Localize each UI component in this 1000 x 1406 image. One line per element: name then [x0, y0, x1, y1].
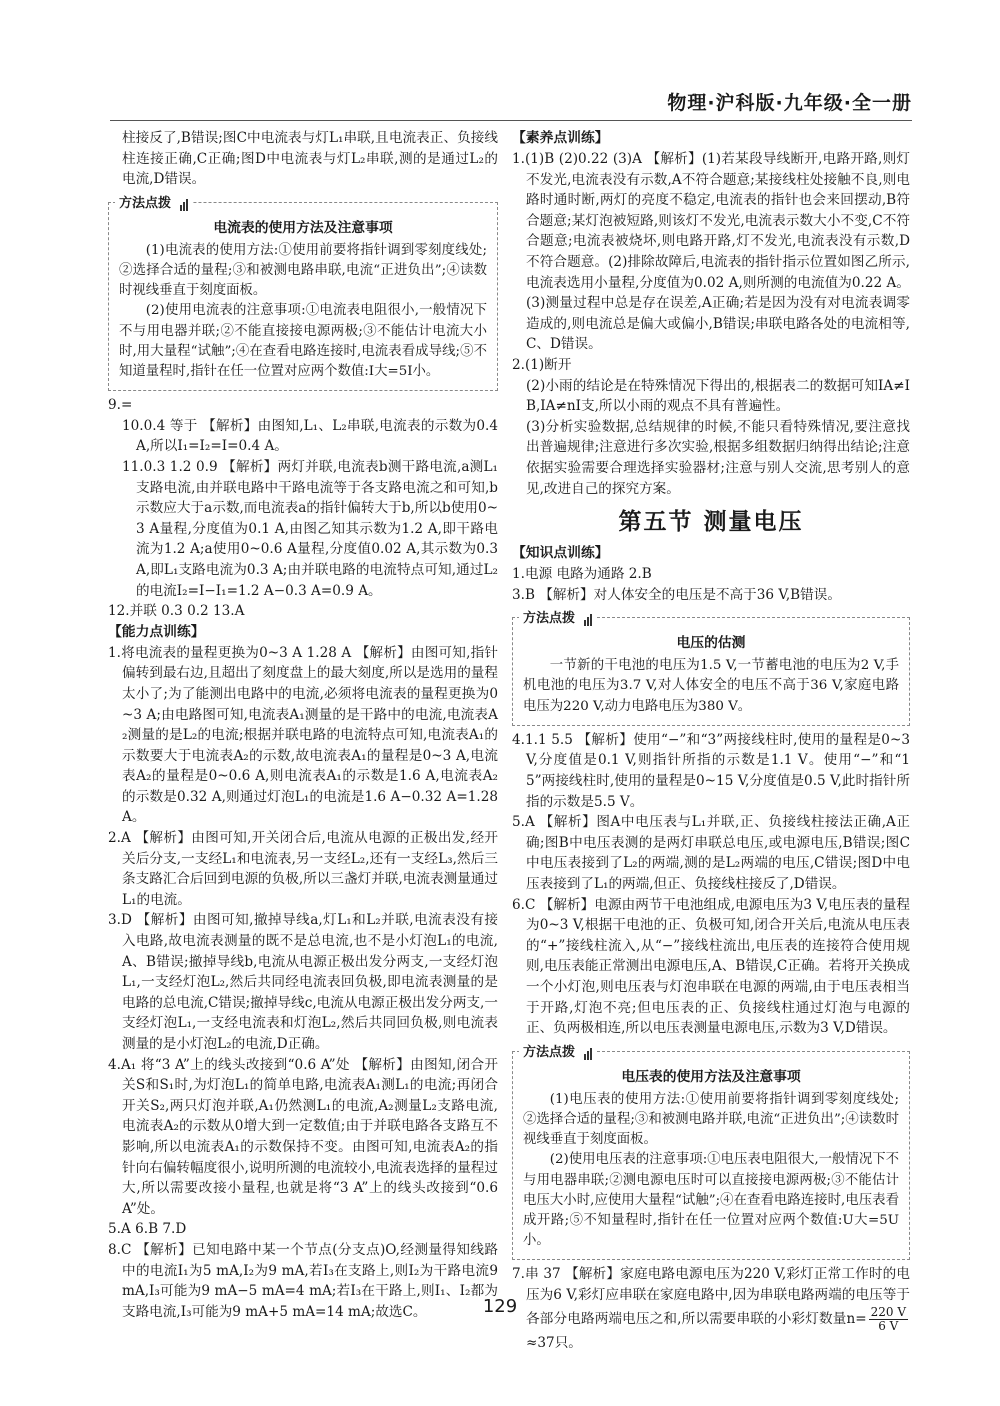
- answer-item: 4.1.1 5.5 【解析】使用“−”和“3”两接线柱时,使用的量程是0~3 V,分度值是0.1 V,则指针所指的示数是1.1 V。使用“−”和“15”两接线柱时,使用的量程是0~15 V,分度值是0.5 V,此时指针所指的示数是5.5 V。: [512, 731, 910, 810]
- answer-item: 1.将电流表的量程更换为0~3 A 1.28 A 【解析】由图可知,指针偏转到最右边,且超出了刻度盘上的最大刻度,所以是选用的量程太小了;为了能测出电路中的电流,必须将电流表的量程更换为0~3 A;由电路图可知,电流表A₁测量的是干路中的电流,电流表A₂测量的是L₂的电流;根据并联电路的电流特点可知,电流表A₁的示数要大于电流表A₂的示数,故电流表A₁的量程是0~3 A,电流表A₂的量程是0~0.6 A,则电流表A₁的示数是1.6 A,电流表A₂的示数是0.32 A,则通过灯泡L₁的电流是1.6 A−0.32 A=1.28 A。: [108, 644, 498, 826]
- answer-item: 3.D 【解析】由图可知,撤掉导线a,灯L₁和L₂并联,电流表没有接入电路,故电流表测量的既不是总电流,也不是小灯泡L₁的电流,A、B错误;撤掉导线b,电流从电源正极出发分两支,一支经灯泡L₁,一支经灯泡L₂,然后共同经电流表回负极,即电流表测量的是电路的总电流,C错误;撤掉导线c,电流从电源正极出发分两支,一支经灯泡L₁,一支经电流表和灯泡L₂,然后共同回负极,则电流表测量的是小灯泡L₂的电流,D正确。: [108, 912, 498, 1053]
- answer-item: 2.(1)断开: [512, 356, 572, 373]
- fraction-denominator: 6 V: [878, 1318, 899, 1333]
- tip-title: 电流表的使用方法及注意事项: [213, 219, 393, 236]
- section-ability: 【能力点训练】: [108, 623, 205, 640]
- method-tip-ammeter: [108, 195, 498, 391]
- answer-item: 12.并联 0.3 0.2 13.A: [108, 603, 245, 620]
- page-header-title: 物理·沪科版·九年级·全一册: [667, 92, 912, 114]
- tip-tag-label: 方法点拨: [119, 195, 172, 211]
- page-number: 129: [482, 1296, 518, 1317]
- answer-item: 1.电源 电路为通路 2.B: [512, 566, 652, 583]
- method-tip-voltmeter: [512, 1044, 910, 1261]
- right-column: [512, 128, 910, 1353]
- answer-item: 5.A 6.B 7.D: [108, 1221, 187, 1238]
- tip-title: 电压的估测: [676, 635, 746, 652]
- answer-item: 11.0.3 1.2 0.9 【解析】两灯并联,电流表b测干路电流,a测L₁支路电流,由并联电路中干路电流等于各支路电流之和可知,b示数应大于a示数,而电流表a的指针偏转大于b,所以b使用0~3 A量程,分度值为0.1 A,由图乙知其示数为1.2 A,即干路电流为1.2 A;a使用0~0.6 A量程,分度值0.02 A,其示数为0.3 A,即L₁支路电流为0.3 A;由并联电路的电流特点可知,通过L₂的电流I₂=I−I₁=1.2 A−0.3 A=0.9 A。: [122, 458, 498, 599]
- answer-text: 7.串 37 【解析】家庭电路电源电压为220 V,彩灯正常工作时的电压为6 V,彩灯应串联在家庭电路中,因为串联电路两端的电压等于各部分电路两端电压之和,所以需要串联的小彩灯数量n=: [512, 1266, 910, 1327]
- method-tip-voltage-estimate: [512, 611, 910, 726]
- answer-item: 9.=: [108, 397, 133, 414]
- tip-paragraph: 一节新的干电池的电压为1.5 V,一节蓄电池的电压为2 V,手机电池的电压为3.7 V,对人体安全的电压不高于36 V,家庭电路电压为220 V,动力电路电压为380 V。: [523, 658, 899, 714]
- answer-item: 8.C 【解析】已知电路中某一个节点(分支点)O,经测量得知线路中的电流I₁为5 mA,I₂为9 mA,若I₃在支路上,则I₂为干路电流9 mA,I₃可能为9 mA−5 mA=4 mA;若I₃在干路上,则I₁、I₂都为支路电流,I₃可能为9 mA+5 mA=14 mA;故选C。: [108, 1241, 498, 1320]
- fraction-numerator: 220 V: [870, 1304, 906, 1319]
- answer-item: 2.A 【解析】由图可知,开关闭合后,电流从电源的正极出发,经开关后分支,一支经L₁和电流表,另一支经L₂,还有一支经L₃,然后三条支路汇合后回到电源的负极,所以三盏灯并联,电流表测量通过L₁的电流。: [108, 830, 498, 908]
- speaker-icon: [180, 196, 189, 211]
- answer-item: 4.A₁ 将“3 A”上的线头改接到“0.6 A”处 【解析】由图知,闭合开关S和S₁时,为灯泡L₁的简单电路,电流表A₁测L₁的电流;再闭合开关S₂,两只灯泡并联,A₁仍然测L₁的电流,A₂测量L₂支路电流,电流表A₂的示数从0增大到一定数值;由于并联电路各支路互不影响,所以电流表A₁的示数保持不变。由图可知,电流表A₂的指针向右偏转幅度很小,说明所测的电流较小,电流表选择的量程过大,所以需要改接小量程,也就是将“3 A”上的线头改接到“0.6 A”处。: [108, 1056, 498, 1217]
- section-quality: 【素养点训练】: [512, 130, 609, 146]
- answer-item: (2)小雨的结论是在特殊情况下得出的,根据表二的数据可知IA≠IB,IA≠nI支,所以小雨的观点不具有普遍性。: [526, 377, 910, 415]
- tip-tag-label: 方法点拨: [523, 611, 576, 627]
- left-column: [108, 128, 498, 1322]
- answer-item: 5.A 【解析】图A中电压表与L₁并联,正、负接线柱接法正确,A正确;图B中电压表测的是两灯串联总电压,或电源电压,B错误;图C中电压表接到了L₂的两端,测的是L₂两端的电压,C错误;图D中电压表接到了L₁的两端,但正、负接线柱接反了,D错误。: [512, 814, 910, 893]
- tip-tag: [519, 607, 597, 626]
- tip-tag: [519, 1041, 597, 1060]
- tip-paragraph: (2)使用电流表的注意事项:①电流表电阻很小,一般情况下不与用电器并联;②不能直接接电源两极;③不能估计电流大小时,用大量程“试触”;④在查看电路连接时,电流表看成导线;⑤不知道量程时,指针在任一位置对应两个数值:I大=5I小。: [119, 303, 487, 379]
- tip-tag-label: 方法点拨: [523, 1044, 576, 1060]
- answer-item: 3.B 【解析】对人体安全的电压是不高于36 V,B错误。: [512, 586, 841, 603]
- tip-paragraph: (2)使用电压表的注意事项:①电压表电阻很大,一般情况下不与用电器串联;②测电源电压时可以直接接电源两极;③不能估计电压大小时,应使用大量程“试触”;④在查看电路连接时,电压表看成开路;⑤不知量程时,指针在任一位置对应两个数值:U大=5U小。: [523, 1152, 899, 1249]
- intro-text: 柱接反了,B错误;图C中电流表与灯L₁串联,且电流表正、负接线柱连接正确,C正确;图D中电流表与灯L₂串联,测的是通过L₂的电流,D错误。: [122, 130, 498, 188]
- tip-tag: [115, 192, 193, 211]
- section-knowledge: 【知识点训练】: [512, 545, 609, 562]
- answer-item: 10.0.4 等于 【解析】由图知,L₁、L₂串联,电流表的示数为0.4 A,所以I₁=I₂=I=0.4 A。: [122, 417, 498, 455]
- chapter-title: 第五节 测量电压: [618, 509, 804, 536]
- speaker-icon: [584, 611, 593, 626]
- answer-item: (3)分析实验数据,总结规律的时候,不能只看特殊情况,要注意找出普遍规律;注意进行多次实验,根据多组数据归纳得出结论;注意依据实验需要合理选择实验器材;注意与别人交流,思考别人的意见,改进自己的探究方案。: [526, 418, 910, 497]
- speaker-icon: [584, 1045, 593, 1060]
- answer-item: 6.C 【解析】电源由两节干电池组成,电源电压为3 V,电压表的量程为0~3 V,根据干电池的正、负极可知,闭合开关后,电流从电压表的“+”接线柱流入,从“−”接线柱流出,电压表的连接符合使用规则,电压表能正常测出电源电压,A、B错误,C正确。若将开关换成一个小灯泡,则电压表与灯泡串联在电源的两端,由于电压表相当于开路,灯泡不亮;但电压表的正、负接线柱通过灯泡与电源的正、负两极相连,所以电压表测量电源电压,示数为3 V,D错误。: [512, 896, 910, 1037]
- header-rule: [110, 120, 912, 121]
- answer-item: 1.(1)B (2)0.22 (3)A 【解析】(1)若某段导线断开,电路开路,则灯不发光,电流表没有示数,A不符合题意;某接线柱处接触不良,则电路时通时断,两灯的亮度不稳定,电流表的指针也会来回摆动,B符合题意;某灯泡被短路,则该灯不发光,电流表示数大小不变,C不符合题意;电流表被烧坏,则电路开路,灯不发光,电流表没有示数,D不符合题意。(2)排除故障后,电流表的指针指示位置如图乙所示,电流表选用小量程,分度值为0.02 A,则所测的电流值为0.22 A。(3)测量过程中总是存在误差,A正确;若是因为没有对电流表调零造成的,则电流总是偏大或偏小,B错误;串联电路各处的电流相等,C、D错误。: [512, 151, 910, 353]
- answer-tail: ≈37只。: [526, 1334, 582, 1351]
- tip-paragraph: (1)电压表的使用方法:①使用前要将指针调到零刻度线处;②选择合适的量程;③和被测电路并联,电流“正进负出”;④读数时视线垂直于刻度面板。: [523, 1091, 899, 1148]
- tip-title: 电压表的使用方法及注意事项: [621, 1068, 801, 1085]
- tip-paragraph: (1)电流表的使用方法:①使用前要将指针调到零刻度线处;②选择合适的量程;③和被测电路串联,电流“正进负出”;④读数时视线垂直于刻度面板。: [119, 242, 487, 299]
